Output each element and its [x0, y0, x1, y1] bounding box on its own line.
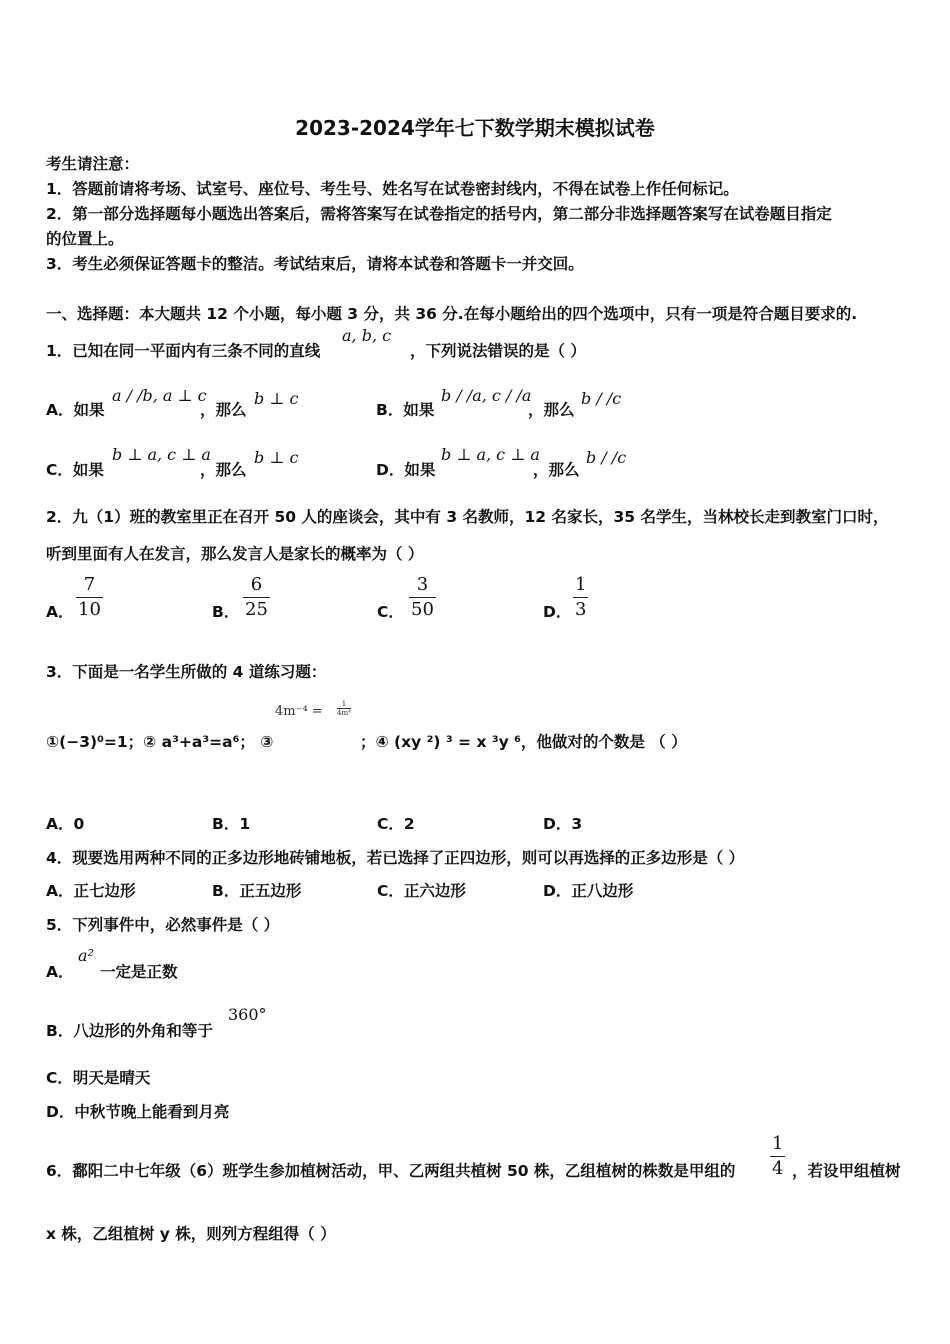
q3-stem: 3．下面是一名学生所做的 4 道练习题：	[46, 663, 327, 681]
q1-option-c-cond: b ⊥ a, c ⊥ a	[112, 445, 211, 464]
q3-expr-left: 4m⁻⁴ =	[275, 704, 323, 719]
paper-title: 2023-2024学年七下数学期末模拟试卷	[295, 116, 655, 140]
fraction-denominator: 10	[78, 599, 101, 620]
fraction-bar	[770, 1156, 785, 1157]
q5-option-b-expr: 360°	[228, 1005, 267, 1024]
notice-heading: 考生请注意：	[46, 155, 140, 173]
q3-line-a: ①(−3)⁰=1；② a³+a³=a⁶； ③	[46, 733, 274, 751]
q1-option-b-res: b / /c	[581, 389, 622, 408]
q1-option-d-label: D．如果	[376, 461, 436, 479]
section-heading: 一、选择题：本大题共 12 个小题，每小题 3 分，共 36 分.在每小题给出的四个选项中，只有一项是符合题目要求的.	[46, 305, 858, 323]
q2-option-d-label: D．	[543, 603, 572, 621]
notice-line-3: 3．考生必须保证答题卡的整洁。考试结束后，请将本试卷和答题卡一并交回。	[46, 255, 584, 273]
q1-vars: a, b, c	[342, 326, 392, 345]
fraction-denominator: 3	[575, 599, 587, 620]
q4-option-c: C．正六边形	[377, 882, 466, 900]
q6-fraction	[770, 1134, 785, 1179]
fraction-denominator: 50	[411, 599, 434, 620]
q4-option-a: A．正七边形	[46, 882, 136, 900]
q1-option-b-label: B．如果	[376, 401, 435, 419]
fraction-bar	[76, 597, 103, 598]
q1-option-b-cond: b / /a, c / /a	[441, 386, 532, 405]
q1-stem-post: ，下列说法错误的是（ ）	[410, 342, 586, 360]
q1-option-d-cond: b ⊥ a, c ⊥ a	[441, 445, 540, 464]
q5-stem: 5．下列事件中，必然事件是（ ）	[46, 916, 280, 934]
q2-option-a-label: A．	[46, 603, 74, 621]
q2-option-c-fraction	[409, 575, 436, 620]
q3-option-b: B．1	[212, 815, 251, 833]
q1-option-a-then: ，那么	[200, 401, 247, 419]
q2-option-a-fraction	[76, 575, 103, 620]
q3-expr-fraction	[337, 700, 351, 717]
q1-option-d-then: ，那么	[533, 461, 580, 479]
q1-option-a-cond: a / /b, a ⊥ c	[112, 386, 207, 405]
q2-stem-line-2: 听到里面有人在发言，那么发言人是家长的概率为（ ）	[46, 545, 424, 563]
q3-line-b: ；④ (xy ²) ³ = x ³y ⁶，他做对的个数是 （ ）	[360, 733, 687, 751]
fraction-denominator: 25	[245, 599, 268, 620]
fraction-numerator: 1	[341, 700, 347, 708]
q2-option-d-fraction	[573, 575, 588, 620]
q3-option-a: A．0	[46, 815, 85, 833]
fraction-denominator: 4m⁴	[337, 709, 351, 717]
q1-option-a-label: A．如果	[46, 401, 105, 419]
fraction-numerator: 6	[250, 574, 263, 595]
q3-option-c: C．2	[377, 815, 415, 833]
fraction-denominator: 4	[772, 1158, 784, 1179]
q2-option-c-label: C．	[377, 603, 404, 621]
fraction-numerator: 1	[575, 574, 587, 595]
fraction-numerator: 7	[83, 574, 96, 595]
q1-option-d-res: b / /c	[586, 448, 627, 467]
q5-option-b-label: B．八边形的外角和等于	[46, 1022, 213, 1040]
q2-option-b-fraction	[243, 575, 270, 620]
q4-option-d: D．正八边形	[543, 882, 634, 900]
q6-stem-line-1b: ，若设甲组植树	[792, 1162, 901, 1180]
q5-option-a-label: A．	[46, 963, 74, 981]
notice-line-1: 1．答题前请将考场、试室号、座位号、考生号、姓名写在试卷密封线内，不得在试卷上作任何标记。	[46, 180, 739, 198]
q2-stem-line-1: 2．九（1）班的教室里正在召开 50 人的座谈会，其中有 3 名教师，12 名家长，35 名学生，当林校长走到教室门口时，	[46, 508, 889, 526]
q6-stem-line-2: x 株，乙组植树 y 株，则列方程组得（ ）	[46, 1225, 336, 1243]
q6-stem-line-1a: 6．鄱阳二中七年级（6）班学生参加植树活动，甲、乙两组共植树 50 株，乙组植树的株数是甲组的	[46, 1162, 736, 1180]
q3-option-d: D．3	[543, 815, 583, 833]
q1-option-c-label: C．如果	[46, 461, 104, 479]
q1-option-c-res: b ⊥ c	[254, 448, 299, 467]
q2-option-b-label: B．	[212, 603, 240, 621]
q4-option-b: B．正五边形	[212, 882, 302, 900]
fraction-bar	[573, 597, 588, 598]
notice-line-2a: 2．第一部分选择题每小题选出答案后，需将答案写在试卷指定的括号内，第二部分非选择题答案写在试卷题目指定	[46, 205, 832, 223]
notice-line-2b: 的位置上。	[46, 230, 124, 248]
q5-option-a-expr: a²	[78, 946, 94, 965]
q1-option-b-then: ，那么	[528, 401, 575, 419]
fraction-bar	[243, 597, 270, 598]
q1-stem-pre: 1．已知在同一平面内有三条不同的直线	[46, 342, 321, 360]
fraction-numerator: 1	[772, 1133, 784, 1154]
fraction-bar	[409, 597, 436, 598]
q1-option-a-res: b ⊥ c	[254, 389, 299, 408]
q5-option-c: C．明天是晴天	[46, 1069, 151, 1087]
q1-option-c-then: ，那么	[200, 461, 247, 479]
q4-stem: 4．现要选用两种不同的正多边形地砖铺地板，若已选择了正四边形，则可以再选择的正多边形是（ ）	[46, 849, 745, 867]
q5-option-a-text: 一定是正数	[100, 963, 178, 981]
q5-option-d: D．中秋节晚上能看到月亮	[46, 1103, 230, 1121]
fraction-numerator: 3	[416, 574, 429, 595]
